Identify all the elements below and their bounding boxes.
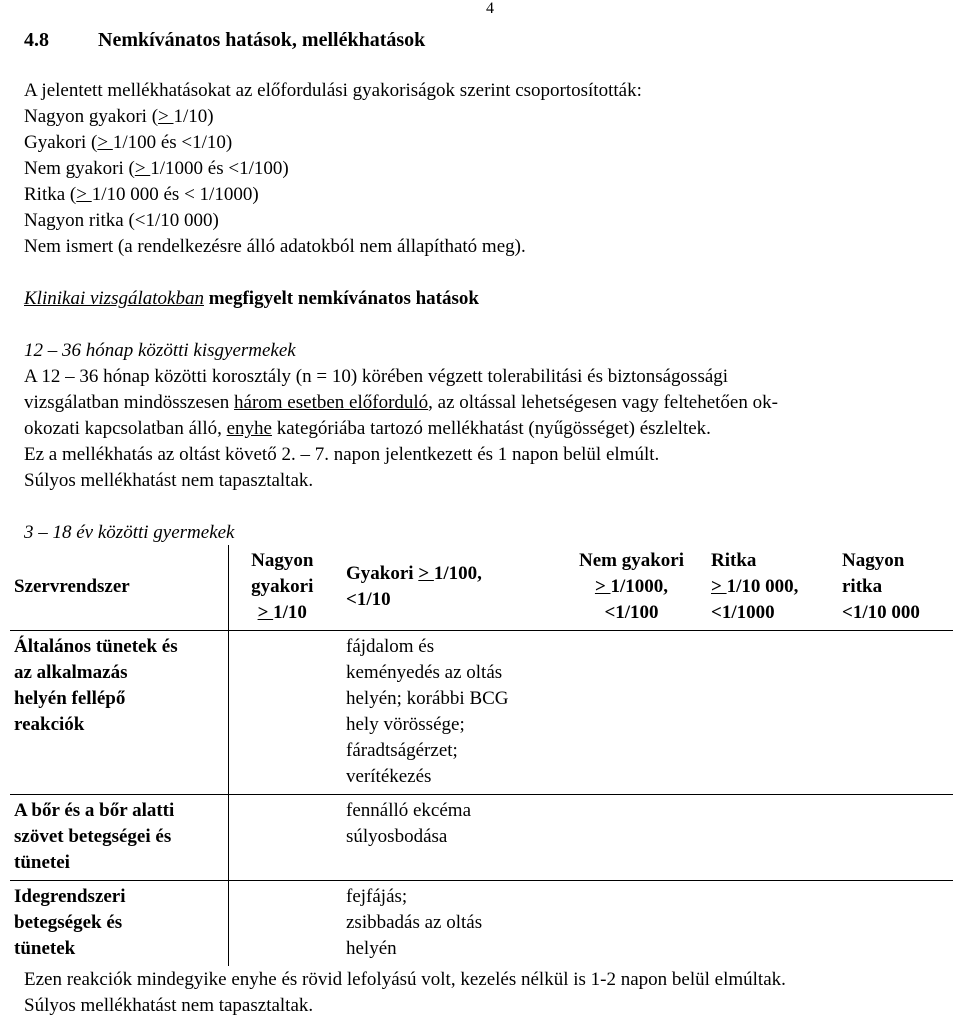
section-number: 4.8 xyxy=(24,29,49,51)
adverse-effects-table xyxy=(10,545,953,966)
header-organ: Szervrendszer xyxy=(14,576,130,597)
footer-block xyxy=(24,967,786,1019)
table-row xyxy=(10,881,953,967)
toddlers-text: Súlyos mellékhatást nem tapasztaltak. xyxy=(24,470,314,491)
organ-cell: A bőr és a bőr alatti szövet betegségei és tünetei xyxy=(10,795,228,881)
table-row xyxy=(10,795,953,881)
frequency-item: Nagyon gyakori (> 1/10) xyxy=(24,106,214,127)
empty-cell xyxy=(838,881,953,967)
header-rare: Ritka > 1/10 000, <1/1000 xyxy=(711,550,799,623)
frequency-item: Nagyon ritka (<1/10 000) xyxy=(24,210,219,231)
page-number: 4 xyxy=(486,0,494,17)
frequency-item: Gyakori (> 1/100 és <1/10) xyxy=(24,132,233,153)
header-very-rare: Nagyon ritka <1/10 000 xyxy=(842,550,920,623)
toddlers-text: Ez a mellékhatás az oltást követő 2. – 7. napon jelentkezett és 1 napon belül elmúlt. xyxy=(24,444,660,465)
frequency-item: Nem gyakori (> 1/1000 és <1/100) xyxy=(24,158,289,179)
clinical-heading: Klinikai vizsgálatokban megfigyelt nemkívánatos hatások xyxy=(24,288,479,309)
frequency-block xyxy=(24,78,642,260)
empty-cell xyxy=(838,631,953,795)
empty-cell xyxy=(556,631,707,795)
frequency-intro: A jelentett mellékhatásokat az előfordulási gyakoriságok szerint csoportosították: xyxy=(24,80,642,101)
toddlers-block xyxy=(24,338,778,494)
organ-cell: Idegrendszeri betegségek és tünetek xyxy=(10,881,228,967)
empty-cell xyxy=(707,881,838,967)
empty-cell xyxy=(556,881,707,967)
table-header-row xyxy=(10,545,953,631)
frequency-item: Ritka (> 1/10 000 és < 1/1000) xyxy=(24,184,259,205)
toddlers-heading: 12 – 36 hónap közötti kisgyermekek xyxy=(24,340,296,361)
toddlers-text: vizsgálatban mindösszesen három esetben előforduló, az oltással lehetségesen vagy feltehetően ok- xyxy=(24,392,778,413)
organ-cell: Általános tünetek és az alkalmazás helyén fellépő reakciók xyxy=(10,631,228,795)
table-row xyxy=(10,631,953,795)
header-very-common: Nagyon gyakori > 1/10 xyxy=(228,545,336,631)
common-cell: fejfájás; zsibbadás az oltás helyén xyxy=(336,881,556,967)
toddlers-text: A 12 – 36 hónap közötti korosztály (n = 10) körében végzett tolerabilitási és biztonságossági xyxy=(24,366,729,387)
common-cell: fájdalom és keményedés az oltás helyén; korábbi BCG hely vörössége; fáradtságérzet; verítékezés xyxy=(336,631,556,795)
footer-text: Ezen reakciók mindegyike enyhe és rövid lefolyású volt, kezelés nélkül is 1-2 napon belül elmúltak. xyxy=(24,969,786,990)
empty-cell xyxy=(707,795,838,881)
frequency-item: Nem ismert (a rendelkezésre álló adatokból nem állapítható meg). xyxy=(24,236,526,257)
toddlers-text: okozati kapcsolatban álló, enyhe kategóriába tartozó mellékhatást (nyűgösséget) észleltek. xyxy=(24,418,711,439)
header-uncommon: Nem gyakori > 1/1000, <1/100 xyxy=(578,550,684,623)
common-cell: fennálló ekcéma súlyosbodása xyxy=(336,795,556,881)
empty-cell xyxy=(707,631,838,795)
empty-cell xyxy=(228,881,336,967)
empty-cell xyxy=(838,795,953,881)
section-title: Nemkívánatos hatások, mellékhatások xyxy=(98,29,426,51)
footer-text: Súlyos mellékhatást nem tapasztaltak. xyxy=(24,995,314,1016)
empty-cell xyxy=(228,795,336,881)
children-heading: 3 – 18 év közötti gyermekek xyxy=(24,522,235,543)
header-common: Gyakori > 1/100, <1/10 xyxy=(346,563,482,610)
empty-cell xyxy=(228,631,336,795)
empty-cell xyxy=(556,795,707,881)
